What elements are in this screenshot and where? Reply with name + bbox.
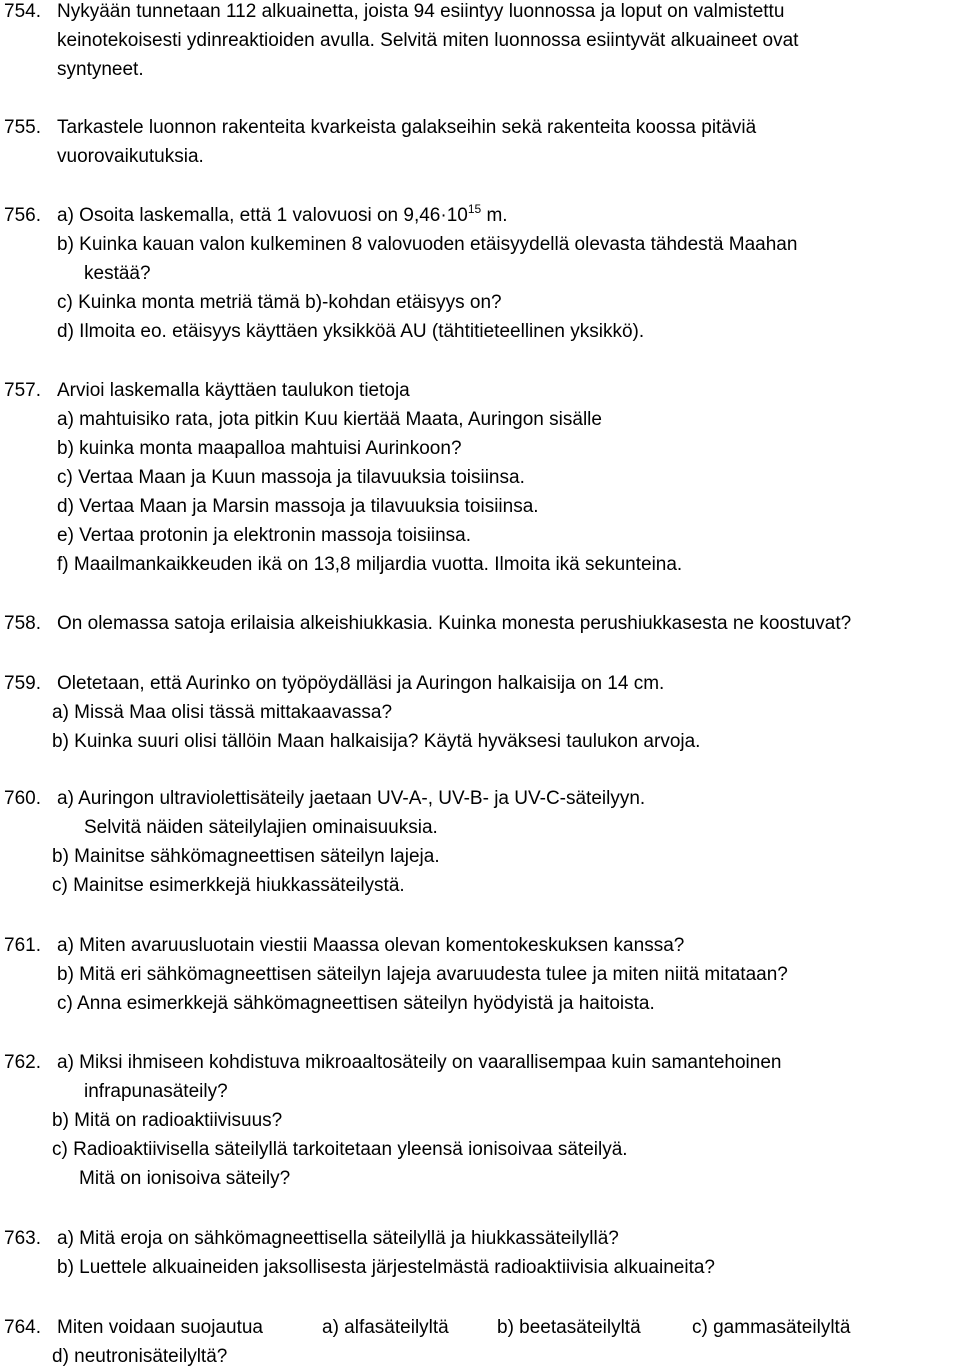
q758-number: 758. [4,613,41,634]
q760-number: 760. [4,788,41,809]
q764-c: c) gammasäteilyltä [692,1317,851,1338]
q759-number: 759. [4,673,41,694]
q760-a2: Selvitä näiden säteilylajien ominaisuuksia. [84,817,438,838]
q762-b: b) Mitä on radioaktiivisuus? [52,1110,283,1131]
q764-number: 764. [4,1317,41,1338]
q759-intro: Oletetaan, että Aurinko on työpöydälläsi ja Auringon halkaisija on 14 cm. [57,673,665,694]
q764-b: b) beetasäteilyltä [497,1317,641,1338]
q756-d: d) Ilmoita eo. etäisyys käyttäen yksikköä AU (tähtitieteellinen yksikkö). [57,321,645,342]
q764-intro: Miten voidaan suojautua [57,1317,263,1338]
q757-f: f) Maailmankaikkeuden ikä on 13,8 miljardia vuotta. Ilmoita ikä sekunteina. [57,554,683,575]
q759-b: b) Kuinka suuri olisi tällöin Maan halkaisija? Käytä hyväksesi taulukon arvoja. [52,731,701,752]
q755-line1: Tarkastele luonnon rakenteita kvarkeista galakseihin sekä rakenteita koossa pitäviä [57,117,757,138]
q763-a: a) Mitä eroja on sähkömagneettisella säteilyllä ja hiukkassäteilyllä? [57,1228,619,1249]
q757-a: a) mahtuisiko rata, jota pitkin Kuu kiertää Maata, Auringon sisälle [57,409,602,430]
q762-a2: infrapunasäteily? [84,1081,228,1102]
q762-c2: Mitä on ionisoiva säteily? [79,1168,291,1189]
q754-line1: Nykyään tunnetaan 112 alkuainetta, joista 94 esiintyy luonnossa ja loput on valmistettu [57,1,785,22]
q756-c: c) Kuinka monta metriä tämä b)-kohdan etäisyys on? [57,292,502,313]
q764-d: d) neutronisäteilyltä? [52,1346,228,1367]
q757-intro: Arvioi laskemalla käyttäen taulukon tietoja [57,380,410,401]
q756-b2: kestää? [84,263,151,284]
q754-line2: keinotekoisesti ydinreaktioiden avulla. Selvitä miten luonnossa esiintyvät alkuaineet ovat [57,30,799,51]
q755-number: 755. [4,117,41,138]
q756-a-exponent: 15 [467,202,482,216]
q761-c: c) Anna esimerkkejä sähkömagneettisen säteilyn hyödyistä ja haitoista. [57,993,655,1014]
q756-number: 756. [4,205,41,226]
q756-a-text: a) Osoita laskemalla, että 1 valovuosi on 9,46·10 [57,205,468,226]
q760-b: b) Mainitse sähkömagneettisen säteilyn lajeja. [52,846,440,867]
q758-text: On olemassa satoja erilaisia alkeishiukkasia. Kuinka monesta perushiukkasesta ne koostuvat? [57,613,852,634]
q757-b: b) kuinka monta maapalloa mahtuisi Aurinkoon? [57,438,462,459]
q763-number: 763. [4,1228,41,1249]
q762-c1: c) Radioaktiivisella säteilyllä tarkoitetaan yleensä ionisoivaa säteilyä. [52,1139,628,1160]
q756-a-unit: m. [481,205,508,226]
q760-c: c) Mainitse esimerkkejä hiukkassäteilystä. [52,875,405,896]
q757-number: 757. [4,380,41,401]
q764-a: a) alfasäteilyltä [322,1317,449,1338]
q757-d: d) Vertaa Maan ja Marsin massoja ja tilavuuksia toisiinsa. [57,496,539,517]
q754-line3: syntyneet. [57,59,144,80]
q756-b1: b) Kuinka kauan valon kulkeminen 8 valovuoden etäisyydellä olevasta tähdestä Maahan [57,234,798,255]
q757-c: c) Vertaa Maan ja Kuun massoja ja tilavuuksia toisiinsa. [57,467,525,488]
q754-number: 754. [4,1,41,22]
q757-e: e) Vertaa protonin ja elektronin massoja toisiinsa. [57,525,472,546]
q762-number: 762. [4,1052,41,1073]
q761-b: b) Mitä eri sähkömagneettisen säteilyn lajeja avaruudesta tulee ja miten niitä mitataan? [57,964,788,985]
q755-line2: vuorovaikutuksia. [57,146,204,167]
q761-a: a) Miten avaruusluotain viestii Maassa olevan komentokeskuksen kanssa? [57,935,685,956]
q761-number: 761. [4,935,41,956]
q762-a1: a) Miksi ihmiseen kohdistuva mikroaaltosäteily on vaarallisempaa kuin samantehoinen [57,1052,782,1073]
q759-a: a) Missä Maa olisi tässä mittakaavassa? [52,702,393,723]
q760-a1: a) Auringon ultraviolettisäteily jaetaan UV-A-, UV-B- ja UV-C-säteilyyn. [57,788,646,809]
q763-b: b) Luettele alkuaineiden jaksollisesta järjestelmästä radioaktiivisia alkuaineita? [57,1257,715,1278]
q756-a [57,204,508,229]
